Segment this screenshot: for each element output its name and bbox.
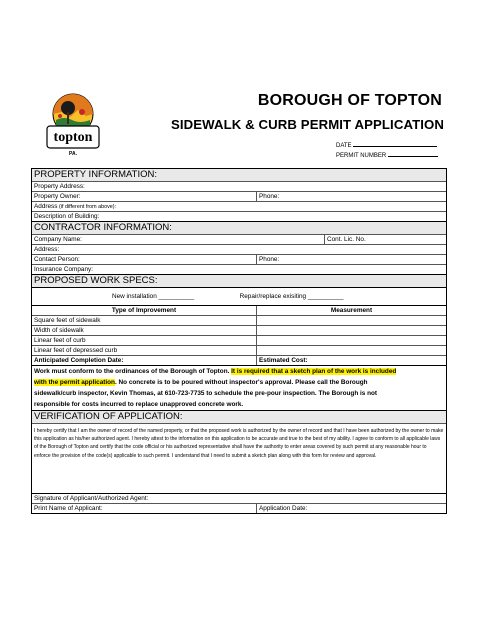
application-date-field[interactable]: Application Date:: [256, 504, 446, 513]
page-subtitle: SIDEWALK & CURB PERMIT APPLICATION: [170, 117, 444, 132]
property-owner-field[interactable]: Property Owner:: [34, 193, 81, 200]
topton-logo: [38, 90, 108, 160]
property-address-field[interactable]: Property Address:: [34, 183, 85, 190]
completion-date-field[interactable]: Anticipated Completion Date:: [34, 357, 124, 364]
logo-state: PA.: [69, 151, 77, 157]
col-type-header: Type of Improvement: [111, 307, 177, 314]
new-installation-option[interactable]: New installation __________: [112, 293, 195, 300]
date-label: DATE: [336, 143, 352, 149]
certification-text: I hereby certify that I am the owner of record of the named property, or that the proposed work is authorized by the owner of record and that I have been authorized by the owner to make this application as his/her authorized agent. I hereby attest to the information on this application to be accurate and true to the best of my ability. I agree to conform to all applicable laws of the Borough of Topton and certify that the code official or his authorized representative shall have the authority to enter areas covered by such permit at any reasonable hour to enforce the provision of the code(s) applicable to such permit. I understand that I need to submit a sketch plan along with this form for review and approval.: [34, 428, 444, 459]
notice-highlight: It is required that a sketch plan of the work is included: [231, 368, 397, 375]
permit-line: [336, 150, 438, 159]
improvement-item: Linear feet of curb: [34, 337, 86, 344]
notice-highlight: with the permit application: [34, 379, 115, 386]
improvement-item: Linear feet of depressed curb: [34, 347, 118, 354]
contractor-address-field[interactable]: Address:: [34, 246, 60, 253]
permit-label: PERMIT NUMBER: [336, 153, 387, 159]
print-name-field[interactable]: Print Name of Applicant:: [34, 505, 103, 512]
license-number-field[interactable]: Cont. Lic. No.: [324, 235, 446, 244]
verification-section-heading: VERIFICATION OF APPLICATION:: [32, 410, 446, 423]
property-section-heading: PROPERTY INFORMATION:: [32, 169, 446, 181]
work-section-heading: PROPOSED WORK SPECS:: [32, 274, 446, 287]
permit-field[interactable]: [388, 150, 438, 157]
measurement-field[interactable]: [256, 336, 446, 345]
measurement-field[interactable]: [256, 326, 446, 335]
building-description-field[interactable]: Description of Building:: [34, 213, 100, 220]
notice-text: responsible for costs incurred to replace unapproved concrete work.: [34, 401, 244, 408]
contractor-phone-field[interactable]: Phone:: [256, 255, 446, 264]
improvement-item: Square feet of sidewalk: [34, 317, 101, 324]
contractor-section-heading: CONTRACTOR INFORMATION:: [32, 221, 446, 234]
alt-address-note: (if different from above):: [57, 204, 117, 210]
estimated-cost-field[interactable]: Estimated Cost:: [256, 356, 446, 365]
notice-text: sidewalk/curb inspector, Kevin Thomas, at 610-723-7735 to schedule the pre-pour inspection. The Borough is not: [34, 390, 378, 397]
signature-field[interactable]: Signature of Applicant/Authorized Agent:: [34, 495, 149, 502]
company-name-field[interactable]: Company Name:: [34, 236, 82, 243]
date-field[interactable]: [353, 140, 437, 147]
permit-form: [31, 168, 447, 514]
installation-type-row: [32, 288, 446, 305]
date-line: [336, 140, 437, 149]
notice-paragraph: [32, 366, 446, 410]
contact-person-field[interactable]: Contact Person:: [34, 256, 80, 263]
improvement-item: Width of sidewalk: [34, 327, 84, 334]
col-measurement-header: Measurement: [256, 306, 446, 315]
repair-replace-option[interactable]: Repair/replace exisiting __________: [239, 293, 344, 300]
page-title: BOROUGH OF TOPTON: [257, 92, 442, 109]
alt-address-field[interactable]: [32, 202, 446, 211]
notice-text: Work must conform to the ordinances of the Borough of Topton.: [34, 368, 232, 375]
measurement-field[interactable]: [256, 346, 446, 355]
alt-address-label: Address: [34, 203, 58, 210]
measurement-field[interactable]: [256, 316, 446, 325]
insurance-company-field[interactable]: Insurance Company:: [34, 266, 93, 273]
logo-wordmark: topton: [53, 130, 93, 145]
owner-phone-field[interactable]: Phone:: [256, 192, 446, 201]
notice-text: . No concrete is to be poured without inspector's approval. Please call the Borough: [114, 379, 368, 386]
